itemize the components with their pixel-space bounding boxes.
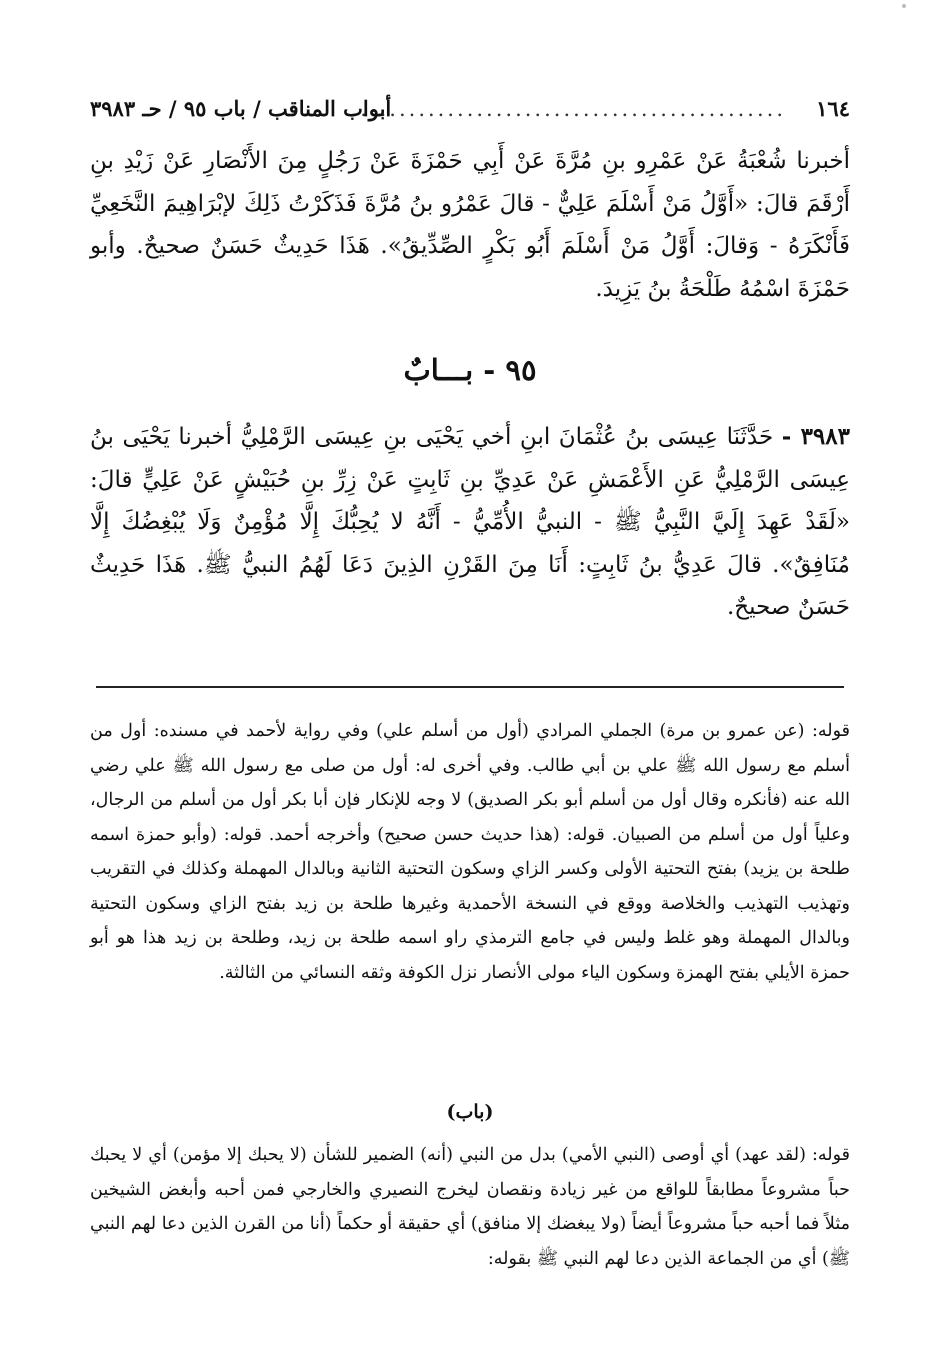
chapter-heading: ٩٥ - بـــابٌ: [403, 353, 537, 387]
commentary-second-text: قوله: (لقد عهد) أي أوصى (النبي الأمي) بدل من النبي (أنه) الضمير للشأن (لا يحبك إلا مؤمن) أي لا يحبك حباً مشروعاً مطابقاً للواقع من غير زيادة ونقصان ليخرج النصيري والخارجي فمن أحبه وأبغض الشيخين مثلاً فما أحبه حباً مشروعاً أيضاً (ولا يبغضك إلا منافق) أي حقيقة أو حكماً (أنا من القرن الذين دعا لهم النبي ﷺ) أي من الجماعة الذين دعا لهم النبي ﷺ بقوله:: [90, 1145, 850, 1269]
leader-dots: ............................................: [360, 97, 786, 121]
commentary-second: [90, 1138, 850, 1276]
running-head: [90, 92, 850, 126]
page-number: ١٦٤: [816, 96, 850, 121]
hadith-number: ٣٩٨٣ -: [781, 423, 850, 450]
book-page: [90, 80, 850, 1330]
scan-speck: [902, 4, 906, 8]
running-head-title: أبواب المناقب / باب ٩٥ / حـ ٣٩٨٣: [90, 96, 392, 121]
hadith-3983-paragraph: [90, 416, 850, 629]
hadith-continuation-text: أخبرنا شُعْبَةُ عَنْ عَمْرِو بنِ مُرَّةَ عَنْ أَبِي حَمْزَةَ عَنْ رَجُلٍ مِنَ الأَنْصَارِ عَنْ زَيْدِ بنِ أَرْقَمَ قالَ: «أَوَّلُ مَنْ أَسْلَمَ عَلِيٌّ - قالَ عَمْرُو بنُ مُرَّةَ فَذَكَرْتُ ذَلِكَ لإبْرَاهِيمَ النَّخَعِيِّ فَأَنْكَرَهُ - وَقالَ: أَوَّلُ مَنْ أَسْلَمَ أَبُو بَكْرٍ الصِّدِّيقُ». هَذَا حَدِيثٌ حَسَنٌ صحيحٌ. وأبو حَمْزَةَ اسْمُهُ طَلْحَةُ بنُ يَزِيدَ.: [90, 148, 850, 302]
commentary-first-text: قوله: (عن عمرو بن مرة) الجملي المرادي (أول من أسلم علي) وفي رواية لأحمد في مسنده: أول من أسلم مع رسول الله ﷺ علي بن أبي طالب. وفي أخرى له: أول من صلى مع رسول الله ﷺ علي رضي الله عنه (فأنكره وقال أول من أسلم أبو بكر الصديق) لا وجه للإنكار فإن أبا بكر أول من أسلم من الرجال، وعلياً أول من أسلم من الصبيان. قوله: (هذا حديث حسن صحيح) وأخرجه أحمد. قوله: (وأبو حمزة اسمه طلحة بن يزيد) بفتح التحتية الأولى وكسر الزاي وسكون التحتية الثانية وبالدال المهملة وكذلك في التقريب وتهذيب التهذيب والخلاصة ووقع في النسخة الأحمدية وغيرها طلحة بن زيد بفتح الزاي وسكون التحتية وبالدال المهملة وهو غلط وليس في جامع الترمذي راو اسمه طلحة بن زيد، وطلحة بن زيد هذا هو أبو حمزة الأيلي بفتح الهمزة وسكون الياء مولى الأنصار نزل الكوفة وثقه النسائي من الثالثة.: [90, 721, 850, 983]
hadith-3983-text: حَدَّثَنَا عِيسَى بنُ عُثْمَانَ ابنِ أخي يَحْيَى بنِ عِيسَى الرَّمْلِيُّ أخبرنا يَحْيَى بنُ عِيسَى الرَّمْلِيُّ عَنِ الأَعْمَشِ عَنْ عَدِيِّ بنِ ثَابِتٍ عَنْ زِرِّ بنِ حُبَيْشٍ عَنْ عَلِيٍّ قالَ: «لَقَدْ عَهِدَ إِلَيَّ النَّبِيُّ ﷺ - النبيُّ الأُمِّيُّ - أَنَّهُ لا يُحِبُّكَ إِلَّا مُؤْمِنٌ وَلَا يُبْغِضُكَ إِلَّا مُنَافِقٌ». قالَ عَدِيُّ بنُ ثَابِتٍ: أَنَا مِنَ القَرْنِ الذِينَ دَعَا لَهُمُ النبيُّ ﷺ. هَذَا حَدِيثٌ حَسَنٌ صحيحٌ.: [90, 424, 850, 620]
commentary-bab-heading: (باب): [446, 1101, 494, 1123]
footnote-divider: [96, 686, 844, 688]
hadith-continuation: [90, 140, 850, 310]
commentary-first: [90, 714, 850, 990]
hadith-3983: [90, 416, 850, 629]
